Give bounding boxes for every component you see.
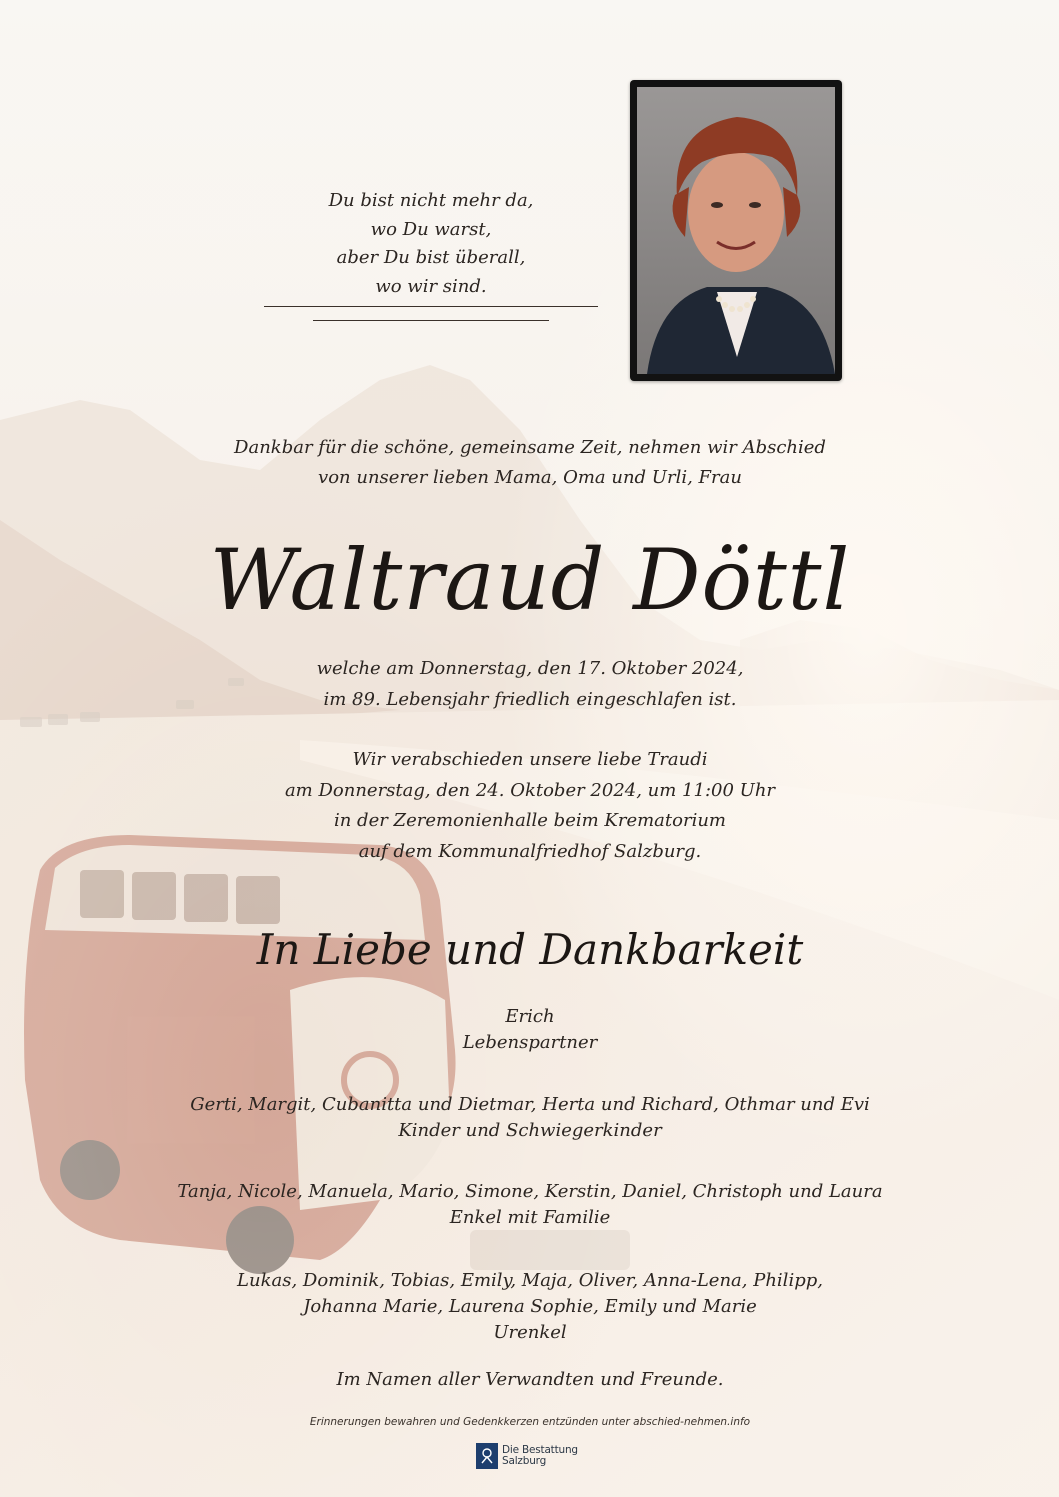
portrait-photo [630, 80, 842, 381]
death-notice [120, 653, 940, 715]
funeral-line: auf dem Kommunalfriedhof Salzburg. [358, 840, 702, 862]
poem-divider-bottom [313, 320, 549, 321]
logo-text [502, 1445, 578, 1467]
mourner-names: Tanja, Nicole, Manuela, Mario, Simone, Kerstin, Daniel, Christoph und Laura [177, 1181, 883, 1202]
deceased-name: Waltraud Döttl [209, 531, 851, 629]
death-line: welche am Donnerstag, den 17. Oktober 2024, [316, 658, 744, 679]
poem-line: wo wir sind. [375, 275, 487, 297]
mourner-relation: Kinder und Schwiegerkinder [398, 1120, 662, 1141]
signoff: Im Namen aller Verwandten und Freunde. [336, 1369, 724, 1390]
funeral-line: Wir verabschieden unsere liebe Traudi [352, 749, 708, 770]
poem [264, 187, 598, 301]
intro-line: Dankbar für die schöne, gemeinsame Zeit, nehmen wir Abschied [234, 437, 826, 458]
funeral-line: in der Zeremonienhalle beim Krematorium [333, 810, 727, 831]
funeral-home-logo [476, 1439, 596, 1473]
mourner-group [80, 1268, 980, 1346]
mourner-group [80, 1179, 980, 1231]
portrait-image [637, 87, 835, 374]
closing-title: In Liebe und Dankbarkeit [256, 925, 804, 974]
intro-line: von unserer lieben Mama, Oma und Urli, Frau [318, 467, 742, 488]
poem-divider-top [264, 306, 598, 307]
poem-line: aber Du bist überall, [336, 247, 526, 268]
mourner-group [80, 1092, 980, 1144]
logo-line: Die Bestattung [502, 1444, 578, 1456]
funeral-info [120, 745, 940, 867]
death-line: im 89. Lebensjahr friedlich eingeschlafen ist. [323, 689, 737, 710]
poem-line: Du bist nicht mehr da, [328, 190, 534, 211]
poem-line: wo Du warst, [370, 218, 492, 240]
mourner-names: Lukas, Dominik, Tobias, Emily, Maja, Oliver, Anna-Lena, Philipp, [237, 1270, 823, 1291]
mourner-relation: Lebenspartner [462, 1032, 598, 1053]
intro-text [120, 433, 940, 493]
footer-note: Erinnerungen bewahren und Gedenkkerzen entzünden unter abschied-nehmen.info [309, 1416, 751, 1428]
mourner-names: Johanna Marie, Laurena Sophie, Emily und Marie [303, 1296, 757, 1317]
mourner-relation: Urenkel [493, 1322, 567, 1343]
logo-line: Salzburg [502, 1455, 547, 1467]
mourner-group [80, 1004, 980, 1056]
mourner-relation: Enkel mit Familie [449, 1207, 611, 1228]
funeral-line: am Donnerstag, den 24. Oktober 2024, um 11:00 Uhr [284, 779, 776, 801]
mourner-names: Gerti, Margit, Cubanitta und Dietmar, Herta und Richard, Othmar und Evi [190, 1094, 870, 1115]
logo-emblem-icon [476, 1443, 498, 1469]
mourner-names: Erich [505, 1006, 555, 1027]
